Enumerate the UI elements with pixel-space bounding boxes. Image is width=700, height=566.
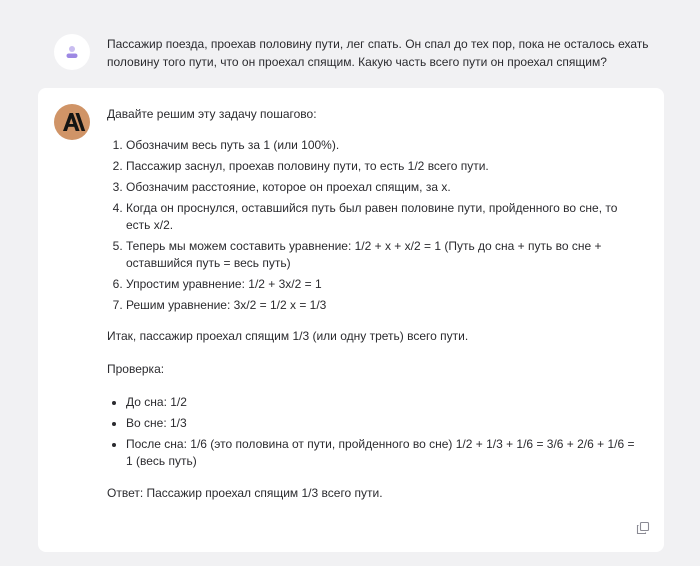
- summary-text: Итак, пассажир проехал спящим 1/3 (или одну треть) всего пути.: [107, 329, 469, 343]
- assistant-avatar: [54, 104, 90, 140]
- list-item: 1. Обозначим весь путь за 1 (или 100%).: [126, 137, 637, 154]
- copy-button[interactable]: [635, 520, 651, 536]
- anthropic-logo-icon: [54, 104, 90, 140]
- list-item: • До сна: 1/2: [126, 394, 637, 411]
- list-item: • Во сне: 1/3: [126, 415, 637, 432]
- answer-text: Ответ: Пассажир проехал спящим 1/3 всего пути.: [107, 486, 383, 500]
- copy-icon: [635, 520, 651, 536]
- list-item: 5. Теперь мы можем составить уравнение: 1/2 + x + x/2 = 1 (Путь до сна + путь во сне + оставшийся путь = весь путь): [126, 238, 637, 272]
- list-item: 6. Упростим уравнение: 1/2 + 3x/2 = 1: [126, 276, 637, 293]
- solution-steps: [107, 137, 637, 314]
- check-list: [107, 394, 637, 470]
- assistant-message: [38, 88, 664, 552]
- list-item: 4. Когда он проснулся, оставшийся путь был равен половине пути, пройденного во сне, то есть x/2.: [126, 200, 637, 234]
- user-message-text: Пассажир поезда, проехав половину пути, лег спать. Он спал до тех пор, пока не осталось ехать половину того пути, что он проехал спящим. Какую часть всего пути он проехал спящим?: [107, 37, 649, 69]
- user-avatar: [54, 34, 90, 70]
- assistant-message-content: [107, 106, 637, 502]
- list-item: 3. Обозначим расстояние, которое он проехал спящим, за x.: [126, 179, 637, 196]
- list-item: 7. Решим уравнение: 3x/2 = 1/2 x = 1/3: [126, 297, 637, 314]
- list-item: • После сна: 1/6 (это половина от пути, пройденного во сне) 1/2 + 1/3 + 1/6 = 3/6 + 2/6 + 1/6 = 1 (весь путь): [126, 436, 637, 470]
- user-message: [38, 24, 664, 82]
- list-item: 2. Пассажир заснул, проехав половину пути, то есть 1/2 всего пути.: [126, 158, 637, 175]
- intro-text: Давайте решим эту задачу пошагово:: [107, 107, 317, 121]
- check-heading: Проверка:: [107, 362, 165, 376]
- user-icon: [54, 34, 90, 70]
